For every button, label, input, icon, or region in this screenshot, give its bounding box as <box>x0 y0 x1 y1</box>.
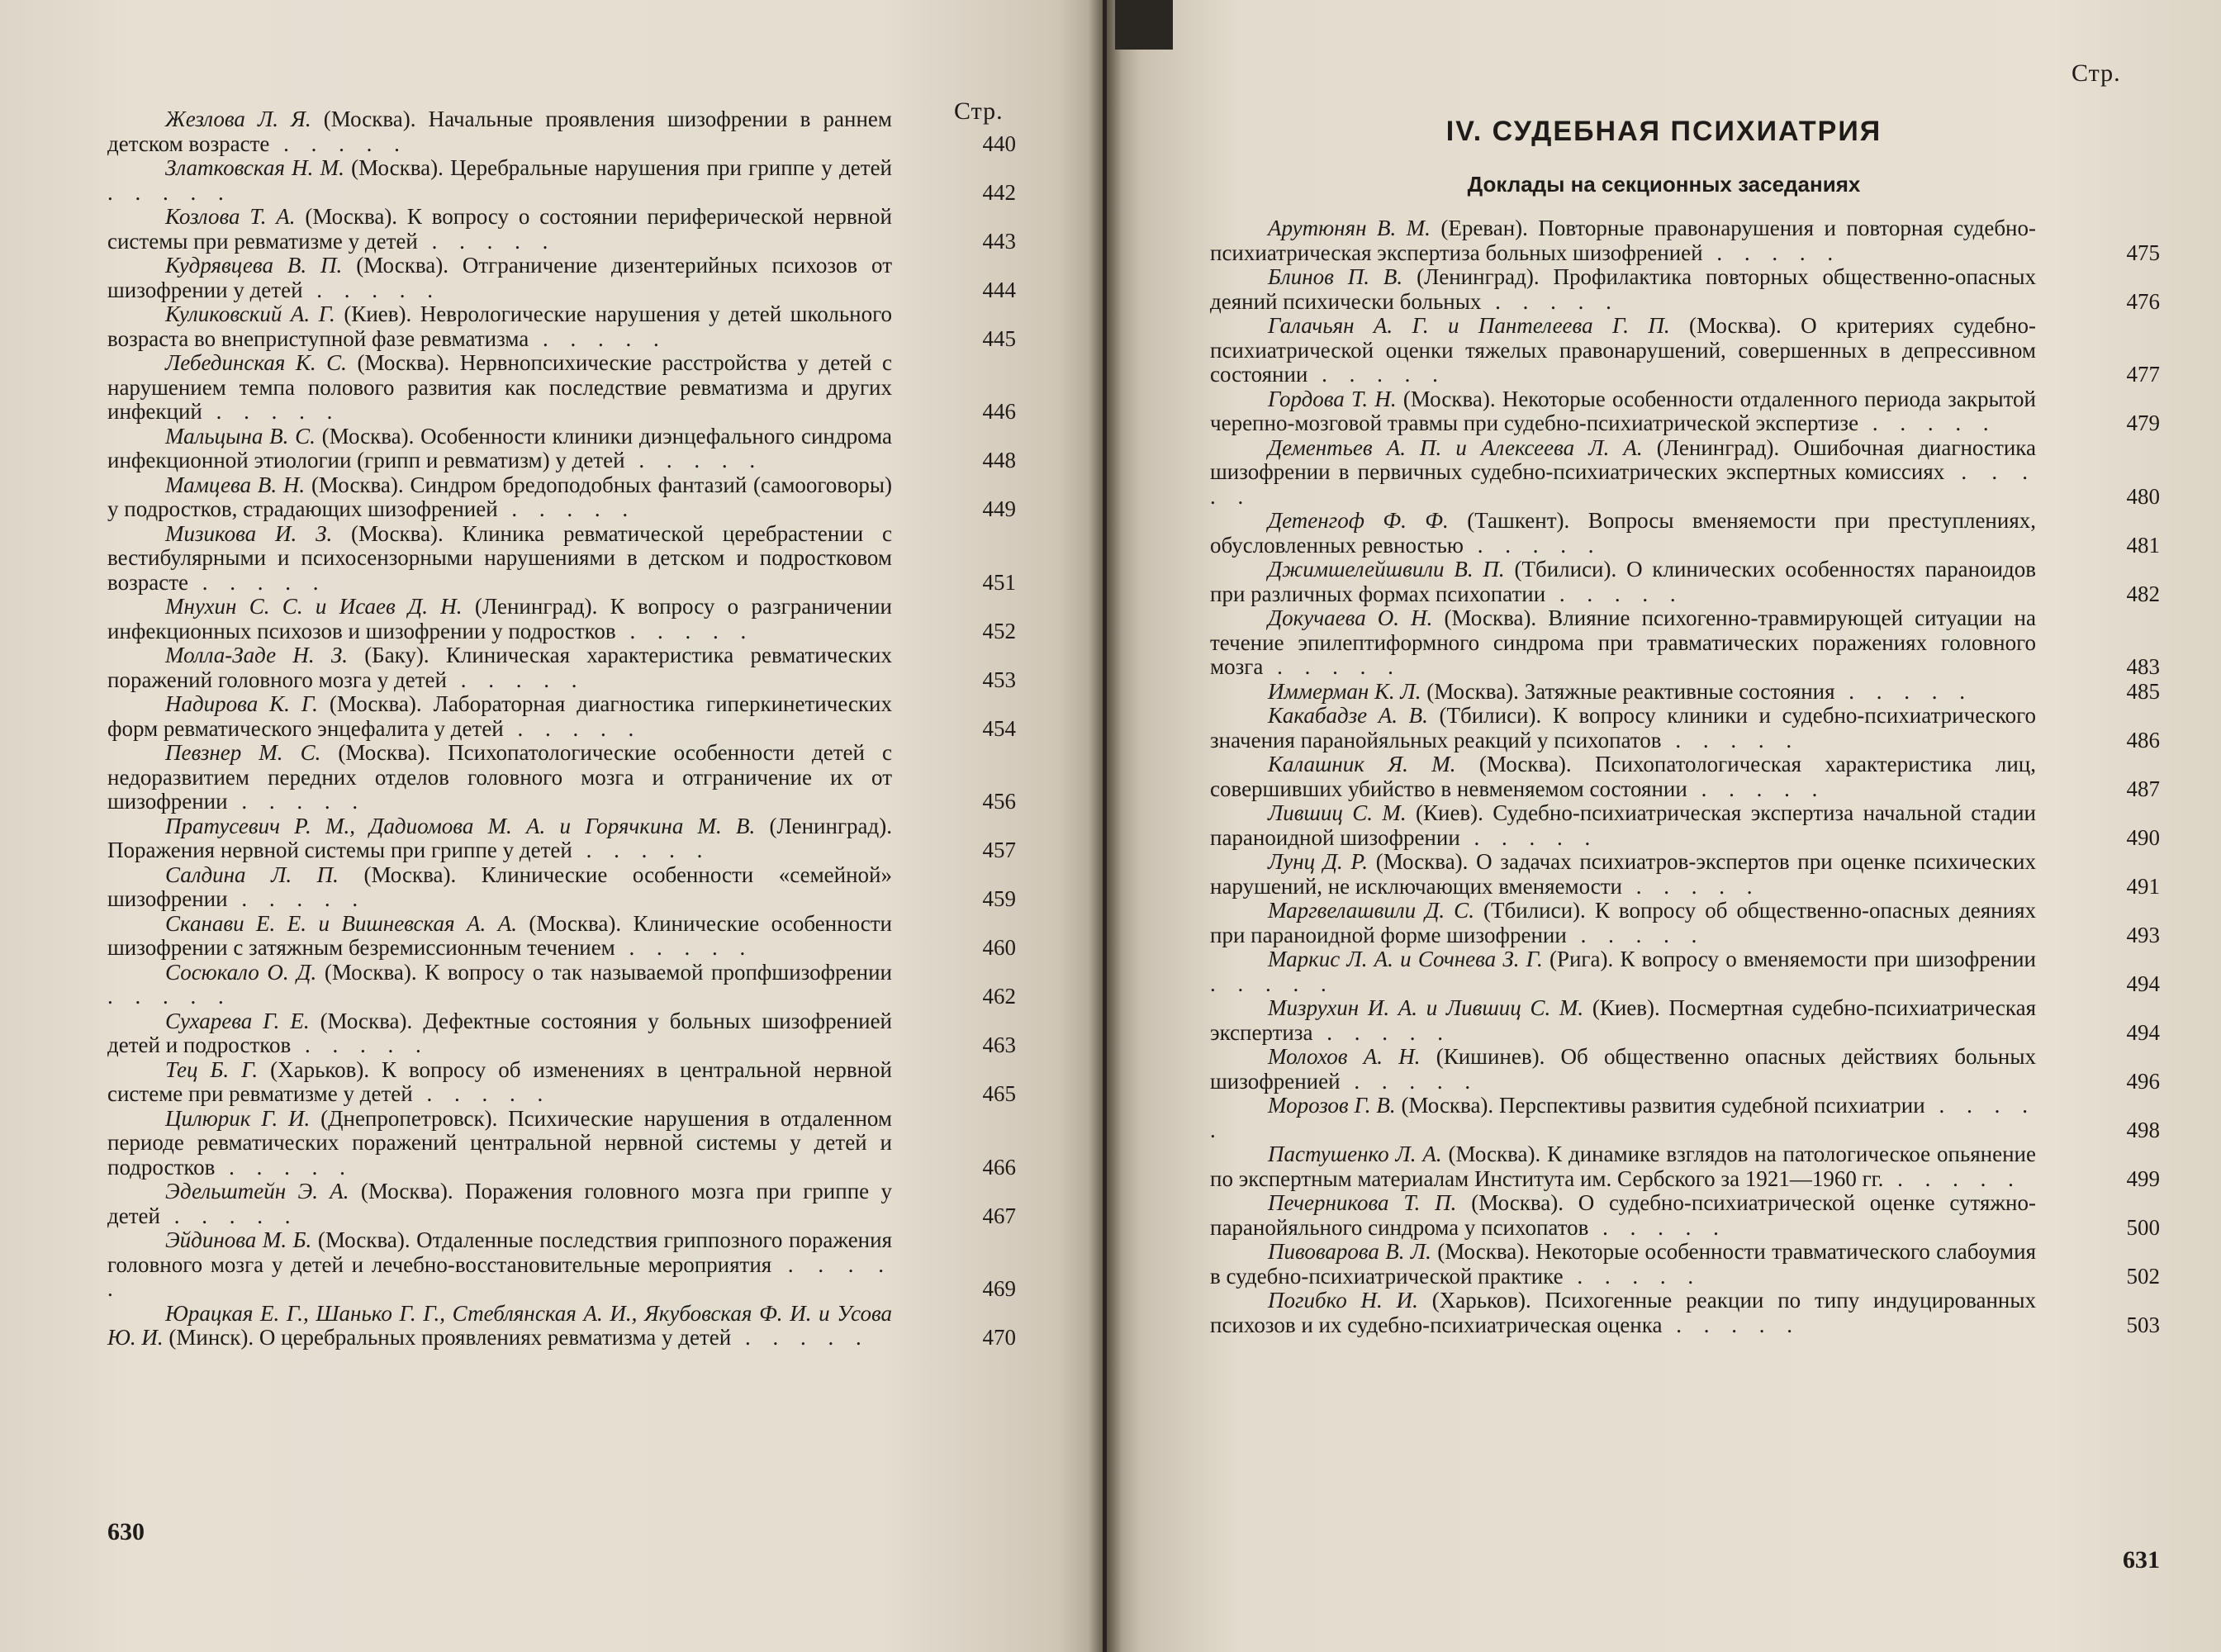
toc-entry-author: Салдина Л. П. <box>165 862 339 887</box>
toc-entry-title: (Тбилиси). К вопросу клиники и судебно-психиатрического значения паранойяльных реакций у психопатов <box>1210 703 2036 752</box>
toc-entry-text <box>1210 996 2160 1045</box>
toc-entry-text <box>107 302 1016 351</box>
toc-entry-title: (Москва). Отграничение дизентерийных психозов от шизофрении у детей <box>107 253 892 302</box>
toc-entry-text <box>107 1228 1016 1302</box>
toc-entry-text <box>107 107 1016 156</box>
toc-entry-text <box>107 1180 1016 1228</box>
toc-entry-title: (Ленинград). Профилактика повторных общественно-опасных деяний психически больных <box>1210 264 2036 314</box>
toc-entry <box>1210 509 2160 558</box>
toc-entry-title: (Ленинград). Ошибочная диагностика шизофрении в первичных судебно-психиатрических экспертных комиссиях <box>1210 434 2036 484</box>
toc-leader-dots: . . . . . <box>1621 873 1761 899</box>
toc-entry-page: 498 <box>2126 1117 2160 1142</box>
toc-entry-text <box>1210 680 2160 705</box>
toc-leader-dots: . . . . . <box>159 1203 299 1228</box>
toc-entry-page: 460 <box>982 935 1016 960</box>
toc-leader-dots: . . . . . <box>202 399 341 424</box>
toc-entry-text <box>1210 606 2160 680</box>
toc-entry-text <box>1210 1191 2160 1240</box>
toc-entry-page: 470 <box>982 1325 1016 1350</box>
toc-entry-author: Кудрявцева В. П. <box>165 253 343 278</box>
toc-entry-text <box>1210 801 2160 850</box>
toc-entry-author: Тец Б. Г. <box>165 1056 259 1082</box>
toc-entry-page: 469 <box>982 1276 1016 1301</box>
toc-entry-author: Мнухин С. С. и Исаев Д. Н. <box>165 594 463 619</box>
toc-entry-author: Мамцева В. Н. <box>165 472 306 497</box>
right-page-number: 631 <box>2123 1546 2160 1574</box>
toc-leader-dots: . . . . . <box>1312 1019 1451 1045</box>
toc-entry-author: Лившиц С. М. <box>1268 800 1407 825</box>
toc-entry-text <box>107 1107 1016 1180</box>
toc-entry-author: Маркис Л. А. и Сочнева З. Г. <box>1268 947 1543 971</box>
toc-entry-page: 452 <box>982 618 1016 643</box>
toc-entry-text <box>1210 1142 2160 1191</box>
toc-entry <box>1210 387 2160 436</box>
toc-entry-title: (Киев). Судебно-психиатрическая экспертиза начальной стадии параноидной шизофрении <box>1210 800 2037 850</box>
toc-entry-author: Козлова Т. А. <box>165 204 296 229</box>
toc-entry <box>107 1107 1016 1180</box>
toc-entry <box>1210 1045 2160 1094</box>
section-title: IV. СУДЕБНАЯ ПСИХИАТРИЯ <box>1445 116 1882 147</box>
toc-entry <box>1210 996 2160 1045</box>
toc-entry-title: (Москва). Влияние психогенно-травмирующей ситуации на течение эпилептиформного синдрома при травматических поражениях головного мозга <box>1210 605 2036 679</box>
toc-entry-title: (Рига). К вопросу о вменяемости при шизофрении <box>1542 947 2036 971</box>
toc-entry-author: Эдельштейн Э. А. <box>165 1179 349 1203</box>
toc-entry-text <box>107 692 1016 741</box>
toc-entry-text <box>107 814 1016 863</box>
toc-leader-dots: . . . . . <box>227 886 367 911</box>
toc-entry <box>107 912 1016 961</box>
toc-entry-page: 475 <box>2126 240 2160 265</box>
toc-entry <box>107 1009 1016 1058</box>
toc-entry-page: 448 <box>982 448 1016 472</box>
toc-entry-title: (Днепропетровск). Психические нарушения в отдаленном периоде ревматических поражений центральной нервной системы у детей и подростков <box>107 1105 893 1180</box>
toc-entry-title: (Москва). Синдром бредоподобных фантазий (самооговоры) у подростков, страдающих шизофренией <box>107 472 892 521</box>
toc-entry-author: Иммерман К. Л. <box>1268 678 1421 704</box>
right-page <box>1107 0 2221 1652</box>
toc-entry-title: (Тбилиси). О клинических особенностях параноидов при различных формах психопатии <box>1210 557 2036 606</box>
toc-entry-author: Дементьев А. П. и Алексеева Л. А. <box>1268 434 1643 460</box>
toc-entry-text <box>107 961 1016 1009</box>
toc-entry-text <box>1210 265 2160 314</box>
toc-entry-page: 491 <box>2126 873 2160 899</box>
toc-leader-dots: . . . . . <box>503 715 643 741</box>
toc-entry-page: 459 <box>982 886 1016 911</box>
toc-entry-title: (Киев). Неврологические нарушения у детей школьного возраста во внеприступной фазе ревматизма <box>107 301 892 351</box>
toc-entry-title: (Москва). К вопросу о состоянии периферической нервной системы при ревматизме у детей <box>107 204 892 254</box>
toc-entry-page: 453 <box>982 667 1016 692</box>
toc-entry-text <box>107 254 1016 302</box>
left-page <box>0 0 1103 1652</box>
toc-leader-dots: . . . . . <box>615 618 755 643</box>
toc-entry-page: 446 <box>982 399 1016 424</box>
toc-entry-page: 482 <box>2126 581 2160 606</box>
toc-entry-title: (Харьков). Психогенные реакции по типу индуцированных психозов и их судебно-психиатрическая оценка <box>1210 1288 2036 1337</box>
toc-entry-author: Калашник Я. М. <box>1268 752 1456 776</box>
toc-leader-dots: . . . . . <box>215 1154 354 1180</box>
toc-entry-text <box>1210 436 2160 510</box>
toc-entry-author: Жезлова Л. Я. <box>165 107 311 131</box>
toc-entry-text <box>107 912 1016 961</box>
toc-entry-text <box>107 425 1016 473</box>
toc-entry <box>107 425 1016 473</box>
toc-leader-dots: . . . . . <box>227 789 367 814</box>
toc-entry-page: 451 <box>982 569 1016 595</box>
toc-entry-page: 485 <box>2126 678 2160 704</box>
toc-leader-dots: . . . . . <box>417 228 557 254</box>
left-page-entries <box>107 107 1016 1351</box>
toc-entry-page: 465 <box>982 1081 1016 1106</box>
toc-entry-author: Надирова К. Г. <box>165 691 318 716</box>
toc-leader-dots: . . . . . <box>446 667 586 692</box>
toc-entry-title: (Москва). Клинические особенности «семейной» шизофрении <box>107 862 892 911</box>
toc-leader-dots: . . . . . <box>624 448 764 472</box>
toc-entry-title: (Москва). Отдаленные последствия гриппозного поражения головного мозга у детей и лечебно-восстановительные мероприятия <box>107 1227 892 1277</box>
toc-leader-dots: . . . . . <box>572 838 711 862</box>
toc-leader-dots: . . . . . <box>1883 1165 2022 1191</box>
toc-entry-text <box>107 351 1016 425</box>
left-page-number: 630 <box>107 1518 145 1545</box>
toc-entry-title: (Москва). Дефектные состояния у больных шизофренией детей и подростков <box>107 1008 892 1057</box>
toc-entry-page: 496 <box>2126 1068 2160 1094</box>
toc-leader-dots: . . . . . <box>291 1032 429 1057</box>
toc-entry <box>107 741 1016 814</box>
toc-entry <box>107 595 1016 643</box>
toc-entry-author: Лебединская К. С. <box>165 350 347 375</box>
toc-entry-title: (Москва). О критериях судебно-психиатрической оценки тяжелых правонарушений, совершенных в депрессивном состоянии <box>1210 313 2036 387</box>
toc-entry <box>1210 1191 2160 1240</box>
toc-entry-title: (Киев). Посмертная судебно-психиатрическая экспертиза <box>1210 995 2036 1045</box>
toc-entry <box>107 107 1016 156</box>
left-page-column-header: Стр. <box>954 97 1004 125</box>
toc-entry-text <box>107 522 1016 596</box>
toc-entry <box>107 473 1016 522</box>
toc-leader-dots: . . . . . <box>107 1251 892 1301</box>
toc-entry-author: Лунц Д. Р. <box>1268 849 1369 874</box>
toc-leader-dots: . . . . . <box>1210 971 1335 996</box>
toc-entry-title: (Баку). Клиническая характеристика ревматических поражений головного мозга у детей <box>107 643 893 692</box>
toc-entry-author: Юрацкая Е. Г., Шанько Г. Г., Стеблянская А. И., Якубовская Ф. И. и Усова Ю. И. <box>107 1300 892 1350</box>
toc-entry-text <box>1210 899 2160 947</box>
toc-entry-page: 487 <box>2126 776 2160 801</box>
toc-entry-page: 494 <box>2126 971 2160 996</box>
toc-entry-page: 445 <box>982 325 1016 351</box>
toc-leader-dots: . . . . . <box>1662 1312 1801 1337</box>
background-corner <box>1115 0 1173 50</box>
toc-entry <box>1210 314 2160 387</box>
toc-entry-page: 467 <box>982 1203 1016 1228</box>
toc-entry-text <box>1210 387 2160 436</box>
toc-entry-title: (Москва). О судебно-психиатрической оценке сутяжно-паранойяльного синдрома у психопатов <box>1210 1190 2036 1240</box>
toc-leader-dots: . . . . . <box>1307 362 1446 387</box>
toc-entry-title: (Москва). Перспективы развития судебной психиатрии <box>1395 1093 1925 1118</box>
toc-entry-title: (Москва). Психопатологическая характеристика лиц, совершивших убийство в невменяемом состоянии <box>1210 752 2036 801</box>
toc-leader-dots: . . . . . <box>1702 240 1842 265</box>
toc-entry <box>107 205 1016 254</box>
toc-entry-page: 462 <box>982 984 1016 1009</box>
toc-entry <box>1210 1240 2160 1289</box>
toc-entry-page: 499 <box>2126 1165 2160 1191</box>
toc-entry-text <box>107 156 1016 205</box>
toc-leader-dots: . . . . . <box>497 496 637 521</box>
toc-entry-author: Пастушенко Л. А. <box>1268 1142 1442 1166</box>
toc-entry <box>107 302 1016 351</box>
toc-entry-page: 442 <box>982 179 1016 205</box>
toc-entry-author: Морозов Г. В. <box>1268 1093 1396 1118</box>
toc-leader-dots: . . . . . <box>107 984 232 1009</box>
toc-entry-text <box>1210 704 2160 752</box>
toc-entry <box>107 692 1016 741</box>
toc-entry-text <box>107 1009 1016 1058</box>
toc-entry-text <box>107 1302 1016 1351</box>
toc-entry-title: (Москва). Начальные проявления шизофрении в раннем детском возрасте <box>107 107 893 156</box>
toc-entry-title: (Москва). Некоторые особенности отдаленного периода закрытой черепно-мозговой травмы при судебно-психиатрической экспертизе <box>1210 386 2036 435</box>
toc-entry-text <box>107 205 1016 254</box>
toc-leader-dots: . . . . . <box>269 131 408 156</box>
toc-entry <box>1210 436 2160 510</box>
toc-entry <box>107 254 1016 302</box>
toc-entry-text <box>1210 216 2160 265</box>
toc-entry-author: Куликовский А. Г. <box>165 301 335 326</box>
toc-entry-page: 490 <box>2126 824 2160 850</box>
toc-entry-author: Пратусевич Р. М., Дадиомова М. А. и Горячкина М. В. <box>165 813 756 838</box>
toc-entry-page: 466 <box>982 1154 1016 1180</box>
toc-entry-author: Погибко Н. И. <box>1268 1288 1418 1313</box>
toc-entry <box>107 1180 1016 1228</box>
toc-entry <box>107 961 1016 1009</box>
toc-entry <box>107 156 1016 205</box>
toc-entry-author: Гордова Т. Н. <box>1268 386 1397 411</box>
toc-entry-author: Какабадзе А. В. <box>1268 703 1428 728</box>
toc-leader-dots: . . . . . <box>1210 459 2036 509</box>
toc-entry-title: (Москва). Церебральные нарушения при гриппе у детей <box>344 155 893 180</box>
subsection-title: Доклады на секционных заседаниях <box>1467 172 1861 197</box>
toc-entry-text <box>107 1058 1016 1107</box>
toc-entry-author: Златковская Н. М. <box>165 155 344 180</box>
toc-entry-text <box>1210 1094 2160 1142</box>
toc-entry-author: Цилюрик Г. И. <box>165 1105 311 1131</box>
toc-entry <box>107 814 1016 863</box>
toc-entry <box>107 522 1016 596</box>
toc-leader-dots: . . . . . <box>1661 727 1801 752</box>
toc-entry <box>107 863 1016 912</box>
toc-entry-text <box>1210 558 2160 606</box>
toc-entry-title: (Москва). Клиника ревматической церебрастении с вестибулярными и психосензорными нарушениями в детском и подростковом возрасте <box>107 520 892 595</box>
toc-entry-title: (Ташкент). Вопросы вменяемости при преступлениях, обусловленных ревностью <box>1210 508 2036 558</box>
right-page-column-header: Стр. <box>2072 59 2121 87</box>
toc-entry <box>1210 680 2160 705</box>
toc-entry-text <box>1210 1289 2160 1337</box>
toc-leader-dots: . . . . . <box>412 1081 552 1106</box>
toc-leader-dots: . . . . . <box>1834 678 1974 704</box>
toc-leader-dots: . . . . . <box>1545 581 1684 606</box>
toc-entry-page: 500 <box>2126 1214 2160 1240</box>
toc-leader-dots: . . . . . <box>1566 922 1706 947</box>
toc-entry <box>107 351 1016 425</box>
toc-entry-page: 454 <box>982 715 1016 741</box>
toc-entry-page: 502 <box>2126 1263 2160 1289</box>
toc-entry-title: (Минск). О церебральных проявлениях ревматизма у детей <box>163 1325 732 1350</box>
toc-entry-page: 449 <box>982 496 1016 521</box>
toc-entry-page: 483 <box>2126 654 2160 679</box>
toc-leader-dots: . . . . . <box>302 277 442 302</box>
toc-leader-dots: . . . . . <box>187 569 327 595</box>
toc-entry-title: (Москва). Нервнопсихические расстройства у детей с нарушением темпа полового развития как последствие ревматизма и других инфекций <box>107 350 892 424</box>
toc-entry-title: (Москва). Некоторые особенности травматического слабоумия в судебно-психиатрической практике <box>1210 1239 2036 1289</box>
toc-entry <box>1210 265 2160 314</box>
toc-entry <box>1210 1142 2160 1191</box>
toc-entry-text <box>107 643 1016 692</box>
toc-entry-page: 456 <box>982 789 1016 814</box>
toc-leader-dots: . . . . . <box>615 935 754 960</box>
toc-entry-author: Галачьян А. Г. и Пантелеева Г. П. <box>1268 313 1670 338</box>
toc-leader-dots: . . . . . <box>1588 1214 1727 1240</box>
toc-entry-page: 477 <box>2126 362 2160 387</box>
toc-entry <box>1210 1094 2160 1142</box>
toc-entry <box>1210 216 2160 265</box>
toc-entry-page: 479 <box>2126 411 2160 435</box>
toc-leader-dots: . . . . . <box>1563 1263 1702 1289</box>
toc-entry <box>107 643 1016 692</box>
toc-entry-page: 480 <box>2126 483 2160 509</box>
toc-leader-dots: . . . . . <box>731 1325 870 1350</box>
toc-entry-title: (Москва). К вопросу о так называемой пропфшизофрении <box>316 959 893 985</box>
toc-entry-page: 481 <box>2126 532 2160 558</box>
toc-leader-dots: . . . . . <box>1687 776 1826 801</box>
toc-entry-page: 476 <box>2126 288 2160 314</box>
toc-entry <box>107 1302 1016 1351</box>
toc-entry-page: 486 <box>2126 727 2160 752</box>
toc-entry-page: 444 <box>982 277 1016 302</box>
toc-entry-text <box>107 863 1016 912</box>
toc-entry-page: 440 <box>982 131 1016 156</box>
toc-entry-title: (Ереван). Повторные правонарушения и повторная судебно-психиатрическая экспертиза больных шизофренией <box>1210 216 2036 265</box>
toc-entry <box>1210 558 2160 606</box>
toc-entry-author: Мальцына В. С. <box>165 423 316 449</box>
toc-entry <box>1210 899 2160 947</box>
book-gutter <box>1089 0 1122 1652</box>
toc-leader-dots: . . . . . <box>1340 1068 1479 1094</box>
toc-leader-dots: . . . . . <box>1481 288 1620 314</box>
toc-entry-author: Молохов А. Н. <box>1268 1044 1421 1069</box>
toc-entry-author: Эйдинова М. Б. <box>165 1227 312 1252</box>
toc-entry-author: Молла-Заде Н. З. <box>165 643 348 667</box>
toc-entry-text <box>1210 1045 2160 1094</box>
toc-entry <box>1210 1289 2160 1337</box>
toc-entry-title: (Кишинев). Об общественно опасных действиях больных шизофренией <box>1210 1044 2036 1094</box>
toc-entry-author: Мизикова И. З. <box>165 520 333 546</box>
toc-entry-author: Маргвелашвили Д. С. <box>1268 898 1474 923</box>
toc-entry-title: (Харьков). К вопросу об изменениях в центральной нервной системе при ревматизме у детей <box>107 1056 893 1106</box>
toc-entry-author: Блинов П. В. <box>1268 264 1403 289</box>
toc-entry <box>107 1058 1016 1107</box>
toc-entry <box>1210 752 2160 801</box>
toc-leader-dots: . . . . . <box>1210 1093 2036 1142</box>
toc-entry-author: Печерникова Т. П. <box>1268 1190 1457 1215</box>
toc-entry-title: (Москва). Лабораторная диагностика гиперкинетических форм ревматического энцефалита у детей <box>107 691 892 741</box>
toc-entry-title: (Тбилиси). К вопросу об общественно-опасных деяниях при параноидной форме шизофрении <box>1210 898 2036 947</box>
toc-entry-text <box>107 741 1016 814</box>
toc-entry-title: (Москва). Затяжные реактивные состояния <box>1421 678 1835 704</box>
toc-entry-author: Пивоварова В. Л. <box>1268 1239 1431 1264</box>
toc-entry-text <box>1210 314 2160 387</box>
toc-entry-author: Сухарева Г. Е. <box>165 1008 310 1033</box>
toc-entry-title: (Москва). О задачах психиатров-экспертов при оценке психических нарушений, не исключающих вменяемости <box>1210 849 2036 899</box>
toc-leader-dots: . . . . . <box>1858 411 1997 435</box>
toc-entry-text <box>1210 947 2160 996</box>
toc-leader-dots: . . . . . <box>107 179 232 205</box>
toc-entry-author: Мизрухин И. А. и Лившиц С. М. <box>1268 995 1584 1020</box>
toc-leader-dots: . . . . . <box>529 325 667 351</box>
toc-entry-title: (Москва). К динамике взглядов на патологическое опьянение по экспертным материалам Института им. Сербского за 1921—1960 гг. <box>1210 1142 2036 1191</box>
toc-entry-title: (Ленинград). Поражения нервной системы при гриппе у детей <box>107 813 892 862</box>
toc-entry-author: Детенгоф Ф. Ф. <box>1268 508 1449 533</box>
toc-entry-text <box>107 473 1016 522</box>
toc-entry-page: 463 <box>982 1032 1016 1057</box>
toc-entry-title: (Москва). Клинические особенности шизофрении с затяжным безремиссионным течением <box>107 910 892 960</box>
toc-entry-author: Певзнер М. С. <box>165 740 321 765</box>
right-page-entries <box>1210 216 2160 1337</box>
toc-leader-dots: . . . . . <box>1463 532 1602 558</box>
toc-entry-title: (Москва). Поражения головного мозга при гриппе у детей <box>107 1179 892 1228</box>
toc-entry-title: (Москва). Психопатологические особенности детей с недоразвитием передних отделов головного мозга и отграничение их от шизофрении <box>107 740 892 814</box>
toc-entry-author: Джимшелейшвили В. П. <box>1268 557 1505 582</box>
toc-entry-author: Докучаева О. Н. <box>1268 605 1433 630</box>
toc-entry-page: 457 <box>982 838 1016 862</box>
toc-entry <box>1210 801 2160 850</box>
toc-entry-author: Сканави Е. Е. и Вишневская А. А. <box>165 910 517 936</box>
toc-entry <box>1210 947 2160 996</box>
toc-entry <box>107 1228 1016 1302</box>
toc-entry-title: (Москва). Особенности клиники диэнцефального синдрома инфекционной этиологии (грипп и ревматизм) у детей <box>107 423 892 472</box>
toc-entry-author: Сосюкало О. Д. <box>165 959 317 985</box>
toc-entry-page: 443 <box>982 228 1016 254</box>
toc-leader-dots: . . . . . <box>1459 824 1599 850</box>
toc-entry-text <box>1210 850 2160 899</box>
toc-entry <box>1210 850 2160 899</box>
toc-entry <box>1210 704 2160 752</box>
toc-entry-title: (Ленинград). К вопросу о разграничении инфекционных психозов и шизофрении у подростков <box>107 594 893 643</box>
toc-entry-text <box>1210 752 2160 801</box>
toc-entry-author: Арутюнян В. М. <box>1268 216 1431 240</box>
toc-entry-text <box>1210 1240 2160 1289</box>
toc-entry-page: 493 <box>2126 922 2160 947</box>
toc-entry-text <box>1210 509 2160 558</box>
toc-entry <box>1210 606 2160 680</box>
toc-entry-page: 494 <box>2126 1019 2160 1045</box>
toc-entry-page: 503 <box>2126 1312 2160 1337</box>
toc-leader-dots: . . . . . <box>1263 654 1402 679</box>
toc-entry-text <box>107 595 1016 643</box>
